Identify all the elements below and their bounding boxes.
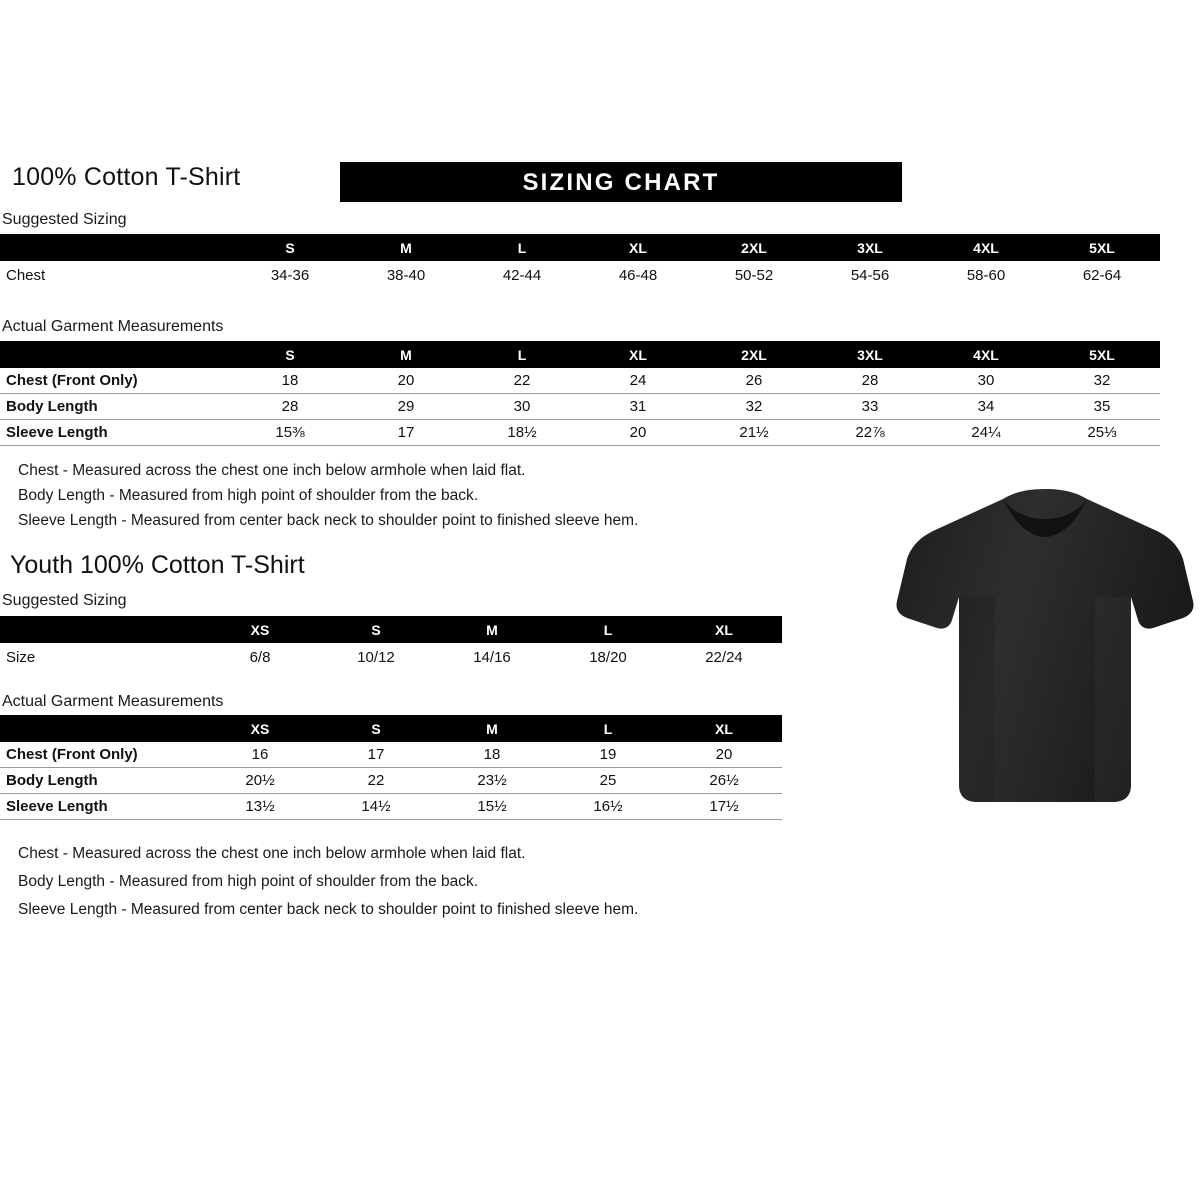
- column-header: S: [232, 234, 348, 261]
- table-cell: 10/12: [357, 649, 395, 666]
- youth-suggested-sizing-table: [0, 616, 782, 672]
- table-cell: 26: [696, 368, 812, 394]
- table-cell: 38-40: [386, 267, 426, 284]
- table-header-row: [0, 234, 1160, 261]
- table-cell: 24: [580, 368, 696, 394]
- table-header-row: [0, 715, 782, 742]
- table-cell: 15½: [434, 794, 550, 820]
- table-cell: 62-64: [1082, 267, 1122, 284]
- youth-note-body-length: Body Length - Measured from high point of shoulder from the back.: [18, 873, 479, 890]
- table-cell: 28: [812, 368, 928, 394]
- adult-suggested-caption: Suggested Sizing: [2, 211, 127, 228]
- table-cell: 26½: [666, 768, 782, 794]
- column-header: 4XL: [928, 234, 1044, 261]
- adult-suggested-sizing-table: [0, 234, 1160, 290]
- column-header: XS: [202, 616, 318, 643]
- table-header-row: [0, 616, 782, 643]
- table-cell: 23½: [434, 768, 550, 794]
- table-row: [0, 261, 1160, 290]
- corner-cell: [0, 341, 232, 368]
- row-label: Size: [6, 649, 36, 666]
- table-cell: 28: [232, 394, 348, 420]
- table-cell: 33: [812, 394, 928, 420]
- adult-note-body-length: Body Length - Measured from high point of shoulder from the back.: [18, 487, 479, 504]
- table-cell: 32: [696, 394, 812, 420]
- table-cell: 6/8: [249, 649, 271, 666]
- table-cell: 18: [434, 742, 550, 768]
- column-header: L: [464, 234, 580, 261]
- table-row: [0, 768, 782, 794]
- column-header: 3XL: [812, 234, 928, 261]
- table-cell: 50-52: [734, 267, 774, 284]
- column-header: XS: [202, 715, 318, 742]
- youth-section-title: Youth 100% Cotton T-Shirt: [10, 551, 305, 579]
- youth-note-sleeve-length: Sleeve Length - Measured from center back neck to shoulder point to finished sleeve hem.: [18, 901, 639, 918]
- adult-note-sleeve-length: Sleeve Length - Measured from center back neck to shoulder point to finished sleeve hem.: [18, 512, 639, 529]
- corner-cell: [0, 234, 232, 261]
- table-row: [0, 742, 782, 768]
- column-header: L: [464, 341, 580, 368]
- table-cell: 18½: [464, 420, 580, 446]
- table-cell: 54-56: [850, 267, 890, 284]
- column-header: 2XL: [696, 234, 812, 261]
- table-header-row: [0, 341, 1160, 368]
- table-cell: 20: [666, 742, 782, 768]
- table-cell: 32: [1044, 368, 1160, 394]
- corner-cell: [0, 616, 202, 643]
- table-row: [0, 794, 782, 820]
- youth-suggested-caption: Suggested Sizing: [2, 592, 127, 609]
- table-cell: 15⅜: [232, 420, 348, 446]
- youth-actual-caption: Actual Garment Measurements: [2, 693, 224, 710]
- table-cell: 16: [202, 742, 318, 768]
- table-cell: 24¼: [928, 420, 1044, 446]
- adult-section-title: 100% Cotton T-Shirt: [12, 163, 241, 191]
- table-cell: 22: [464, 368, 580, 394]
- table-cell: 22: [318, 768, 434, 794]
- column-header: M: [348, 341, 464, 368]
- table-cell: 14/16: [473, 649, 511, 666]
- adult-note-chest: Chest - Measured across the chest one inch below armhole when laid flat.: [18, 462, 526, 479]
- column-header: S: [318, 715, 434, 742]
- column-header: L: [550, 715, 666, 742]
- column-header: M: [348, 234, 464, 261]
- table-cell: 34-36: [270, 267, 310, 284]
- table-cell: 30: [928, 368, 1044, 394]
- table-cell: 13½: [202, 794, 318, 820]
- table-cell: 22⅞: [812, 420, 928, 446]
- column-header: M: [434, 616, 550, 643]
- column-header: 2XL: [696, 341, 812, 368]
- column-header: 5XL: [1044, 341, 1160, 368]
- adult-actual-caption: Actual Garment Measurements: [2, 318, 224, 335]
- table-cell: 20: [348, 368, 464, 394]
- column-header: L: [550, 616, 666, 643]
- row-label: Body Length: [0, 768, 202, 794]
- sizing-chart-banner-label: SIZING CHART: [522, 169, 720, 196]
- table-cell: 21½: [696, 420, 812, 446]
- column-header: 3XL: [812, 341, 928, 368]
- youth-note-chest: Chest - Measured across the chest one inch below armhole when laid flat.: [18, 845, 526, 862]
- table-cell: 35: [1044, 394, 1160, 420]
- table-cell: 18/20: [589, 649, 627, 666]
- column-header: S: [318, 616, 434, 643]
- table-cell: 17½: [666, 794, 782, 820]
- sizing-chart-banner: [340, 162, 902, 202]
- table-cell: 46-48: [618, 267, 658, 284]
- tshirt-icon: [895, 485, 1195, 815]
- table-cell: 25⅓: [1044, 420, 1160, 446]
- table-row: [0, 643, 782, 672]
- column-header: M: [434, 715, 550, 742]
- column-header: XL: [580, 341, 696, 368]
- adult-actual-measurements-table: [0, 341, 1160, 446]
- column-header: XL: [580, 234, 696, 261]
- youth-actual-measurements-table: [0, 715, 782, 820]
- table-cell: 20½: [202, 768, 318, 794]
- table-cell: 22/24: [705, 649, 743, 666]
- table-row: [0, 394, 1160, 420]
- table-cell: 14½: [318, 794, 434, 820]
- table-cell: 17: [348, 420, 464, 446]
- table-cell: 30: [464, 394, 580, 420]
- table-cell: 17: [318, 742, 434, 768]
- column-header: 4XL: [928, 341, 1044, 368]
- table-cell: 25: [550, 768, 666, 794]
- column-header: 5XL: [1044, 234, 1160, 261]
- table-row: [0, 368, 1160, 394]
- column-header: XL: [666, 715, 782, 742]
- row-label: Sleeve Length: [0, 420, 232, 446]
- table-row: [0, 420, 1160, 446]
- row-label: Sleeve Length: [0, 794, 202, 820]
- row-label: Chest (Front Only): [0, 742, 202, 768]
- column-header: S: [232, 341, 348, 368]
- table-cell: 16½: [550, 794, 666, 820]
- row-label: Chest (Front Only): [0, 368, 232, 394]
- table-cell: 42-44: [502, 267, 542, 284]
- corner-cell: [0, 715, 202, 742]
- row-label: Body Length: [0, 394, 232, 420]
- table-cell: 29: [348, 394, 464, 420]
- tshirt-illustration: [895, 485, 1195, 815]
- row-label: Chest: [6, 267, 46, 284]
- table-cell: 58-60: [966, 267, 1006, 284]
- table-cell: 34: [928, 394, 1044, 420]
- column-header: XL: [666, 616, 782, 643]
- table-cell: 20: [580, 420, 696, 446]
- table-cell: 18: [232, 368, 348, 394]
- table-cell: 31: [580, 394, 696, 420]
- table-cell: 19: [550, 742, 666, 768]
